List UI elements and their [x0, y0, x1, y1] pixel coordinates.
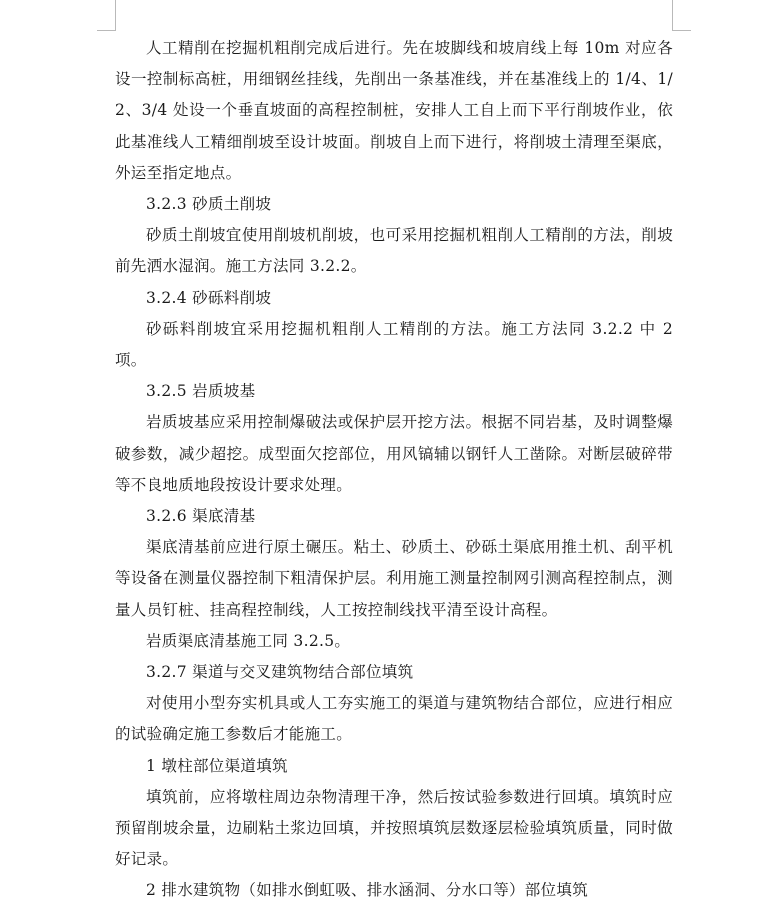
paragraph-junction-compaction: 对使用小型夯实机具或人工夯实施工的渠道与建筑物结合部位，应进行相应的试验确定施工参数后才能施工。: [115, 694, 673, 744]
margin-mark-top-left: [115, 0, 116, 30]
paragraph-gravel-trimming: 砂砾料削坡宜采用挖掘机粗削人工精削的方法。施工方法同 3.2.2 中 2 项。: [115, 319, 673, 370]
paragraph-pier-filling-method: 填筑前，应将墩柱周边杂物清理干净，然后按试验参数进行回填。填筑时应预留削坡余量，边刷粘土浆边回填，并按照填筑层数逐层检验填筑质量，同时做好记录。: [115, 787, 673, 869]
document-body[interactable]: [115, 33, 673, 907]
heading-3-2-5: 3.2.5 岩质坡基: [146, 382, 256, 401]
heading-drainage-structure-filling: 2 排水建筑物（如排水倒虹吸、排水涵洞、分水口等）部位填筑: [146, 881, 588, 900]
paragraph-sandy-soil-trimming: 砂质土削坡宜使用削坡机削坡，也可采用挖掘机粗削人工精削的方法，削坡前先洒水湿润。施工方法同 3.2.2。: [115, 226, 673, 276]
paragraph-canal-bottom-cleaning: 渠底清基前应进行原土碾压。粘土、砂质土、砂砾土渠底用推土机、刮平机等设备在测量仪器控制下粗清保护层。利用施工测量控制网引测高程控制点，测量人员钉桩、挂高程控制线，人工按控制线找平清至设计高程。: [115, 538, 673, 619]
heading-3-2-3: 3.2.3 砂质土削坡: [146, 195, 272, 214]
paragraph-rock-slope-base: 岩质坡基应采用控制爆破法或保护层开挖方法。根据不同岩基，及时调整爆破参数，减少超挖。成型面欠挖部位，用风镐辅以钢钎人工凿除。对断层破碎带等不良地质地段按设计要求处理。: [115, 413, 673, 494]
margin-mark-top-left-horizontal: [97, 30, 116, 31]
paragraph-rock-canal-bottom: 岩质渠底清基施工同 3.2.5。: [146, 631, 351, 650]
margin-mark-top-right-horizontal: [672, 30, 691, 31]
margin-mark-top-right: [672, 0, 673, 30]
paragraph-manual-fine-trimming: 人工精削在挖掘机粗削完成后进行。先在坡脚线和坡肩线上每 10m 对应各设一控制标高桩，用细钢丝挂线，先削出一条基准线，并在基准线上的 1/4、1/2、3/4 处设一个垂直坡面的高程控制桩，安排人工自上而下平行削坡作业，依此基准线人工精细削坡至设计坡面。削坡自上而下进行，将削坡土清理至渠底，外运至指定地点。: [115, 39, 673, 182]
heading-3-2-4: 3.2.4 砂砾料削坡: [146, 288, 272, 307]
heading-3-2-6: 3.2.6 渠底清基: [146, 507, 256, 526]
heading-3-2-7: 3.2.7 渠道与交叉建筑物结合部位填筑: [146, 663, 414, 682]
heading-pier-column-filling: 1 墩柱部位渠道填筑: [146, 756, 288, 775]
